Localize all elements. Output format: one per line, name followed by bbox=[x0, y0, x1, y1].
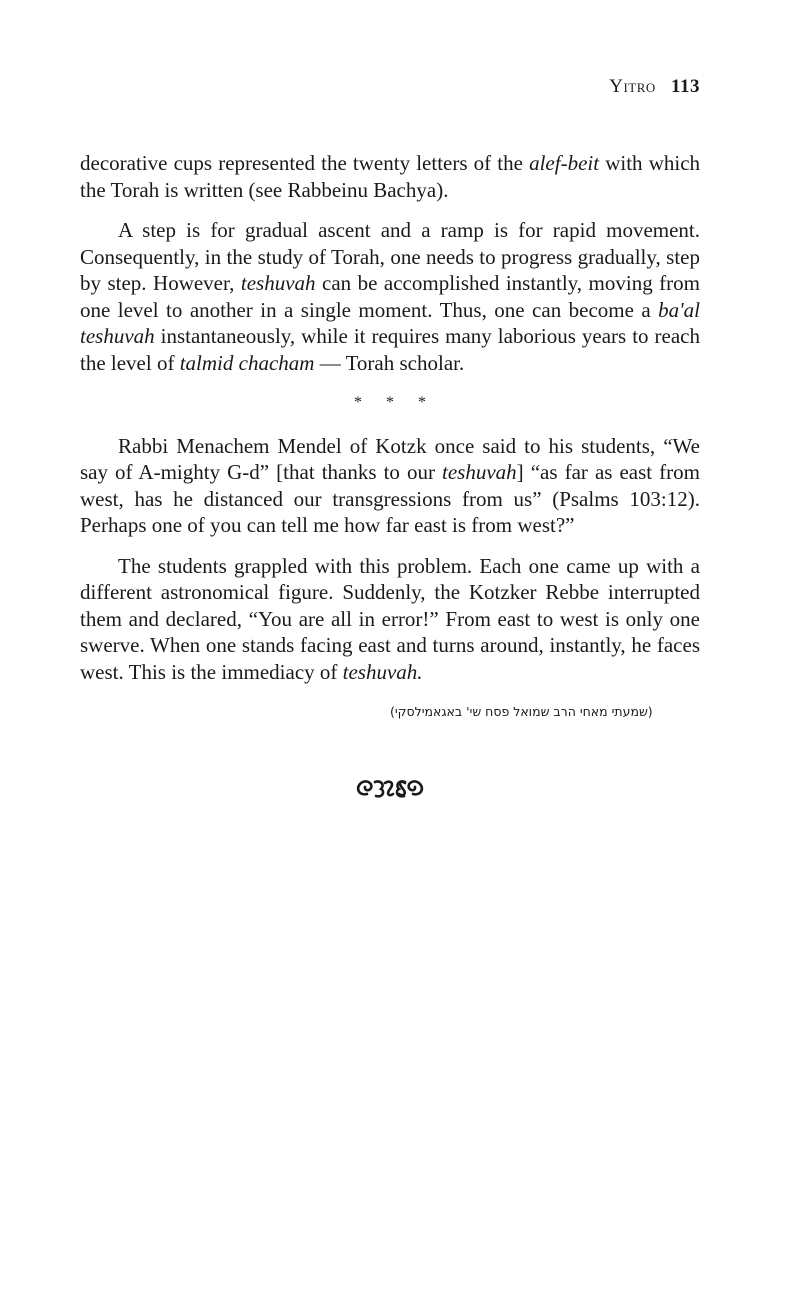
italic-term: ba'al teshuvah bbox=[80, 297, 700, 348]
text-run: — Torah scholar. bbox=[314, 350, 465, 375]
page-number: 113 bbox=[671, 76, 700, 97]
text-run: decorative cups represented the twenty letters of the bbox=[80, 151, 530, 175]
italic-term: teshuvah bbox=[442, 460, 517, 484]
italic-term: teshuvah. bbox=[342, 659, 423, 684]
text-run: Rabbi Menachem Mendel of Kotzk once said to his students, “We say of A-mighty G-d” [that thanks to our bbox=[80, 433, 700, 484]
italic-term: teshuvah bbox=[240, 271, 316, 295]
text-run: with which the Torah is written (see Rabbeinu Bachya). bbox=[80, 151, 701, 202]
italic-term: alef-beit bbox=[529, 151, 600, 175]
text-run: ] “as far as east from west, has he distanced our transgressions from us” (Psalms 103:12). Perhaps one of you can tell me how far east is from west?” bbox=[80, 460, 701, 537]
paragraph bbox=[80, 433, 700, 539]
running-head-title: Yitro bbox=[609, 76, 656, 97]
italic-term: talmid chacham bbox=[179, 350, 315, 375]
text-run: The students grappled with this problem. Each one came up with a different astronomical figure. Suddenly, the Kotzker Rebbe interrupted them and declared, “You are all in error!” From east to west is only one swerve. When one stands facing east and turns around, instantly, he faces west. This is the immediacy of bbox=[80, 553, 700, 684]
text-run: instantaneously, while it requires many laborious years to reach the level of bbox=[80, 324, 700, 375]
paragraph bbox=[80, 150, 700, 203]
hebrew-citation: (שמעתי מאחי הרב שמואל פסח שי' באגאמילסקי) bbox=[390, 704, 653, 719]
text-run: can be accomplished instantly, moving from one level to another in a single moment. Thus, one can become a bbox=[80, 271, 700, 322]
text-run: A step is for gradual ascent and a ramp is for rapid movement. Consequently, in the study of Torah, one needs to progress gradually, step by step. However, bbox=[80, 218, 700, 295]
paragraph bbox=[80, 553, 700, 686]
paragraph bbox=[80, 217, 700, 376]
section-separator: * * * bbox=[354, 394, 436, 411]
page-body bbox=[80, 150, 700, 804]
fleuron-ornament-icon bbox=[80, 774, 700, 804]
running-head bbox=[609, 76, 700, 98]
